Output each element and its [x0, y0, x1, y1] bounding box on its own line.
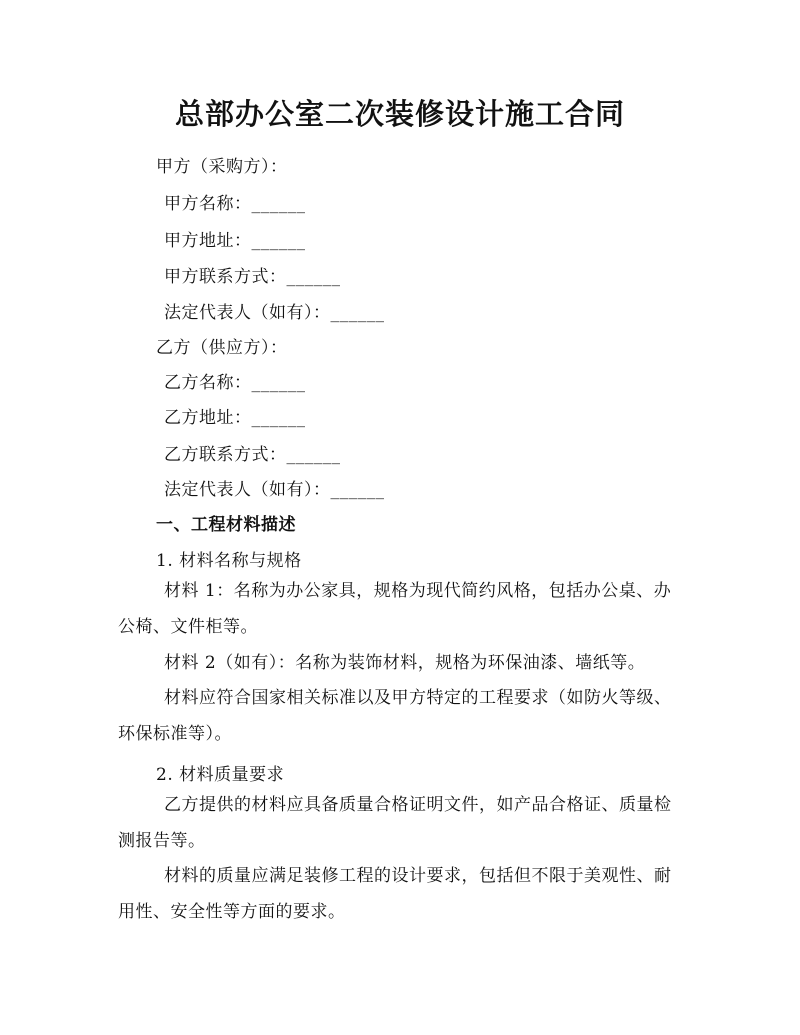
party-a-contact: 甲方联系方式：______ — [164, 267, 341, 287]
party-b-address: 乙方地址：______ — [164, 408, 306, 428]
party-b-contact: 乙方联系方式：______ — [164, 445, 341, 465]
party-b-representative: 法定代表人（如有）：______ — [164, 480, 385, 500]
party-b-name: 乙方名称：______ — [164, 373, 306, 393]
paragraph-material-1: 材料 1：名称为办公家具，规格为现代简约风格，包括办公桌、办公椅、文件柜等。 — [118, 581, 672, 637]
party-b-heading: 乙方（供应方）： — [156, 338, 288, 358]
party-a-representative: 法定代表人（如有）：______ — [164, 303, 385, 323]
document-title: 总部办公室二次装修设计施工合同 — [174, 97, 625, 131]
subsection-heading-quality: 2. 材料质量要求 — [156, 765, 285, 785]
paragraph-material-2: 材料 2（如有）：名称为装饰材料，规格为环保油漆、墙纸等。 — [164, 653, 646, 673]
party-a-name: 甲方名称：______ — [164, 194, 306, 214]
paragraph-quality-requirements: 材料的质量应满足装修工程的设计要求，包括但不限于美观性、耐用性、安全性等方面的要求。 — [118, 866, 672, 922]
paragraph-quality-docs: 乙方提供的材料应具备质量合格证明文件，如产品合格证、质量检测报告等。 — [118, 795, 672, 851]
section-heading-materials: 一、工程材料描述 — [156, 515, 296, 535]
paragraph-standards: 材料应符合国家相关标准以及甲方特定的工程要求（如防火等级、环保标准等）。 — [118, 688, 672, 744]
party-a-address: 甲方地址：______ — [164, 231, 306, 251]
party-a-heading: 甲方（采购方）： — [156, 157, 288, 177]
subsection-heading-spec: 1. 材料名称与规格 — [156, 551, 302, 571]
